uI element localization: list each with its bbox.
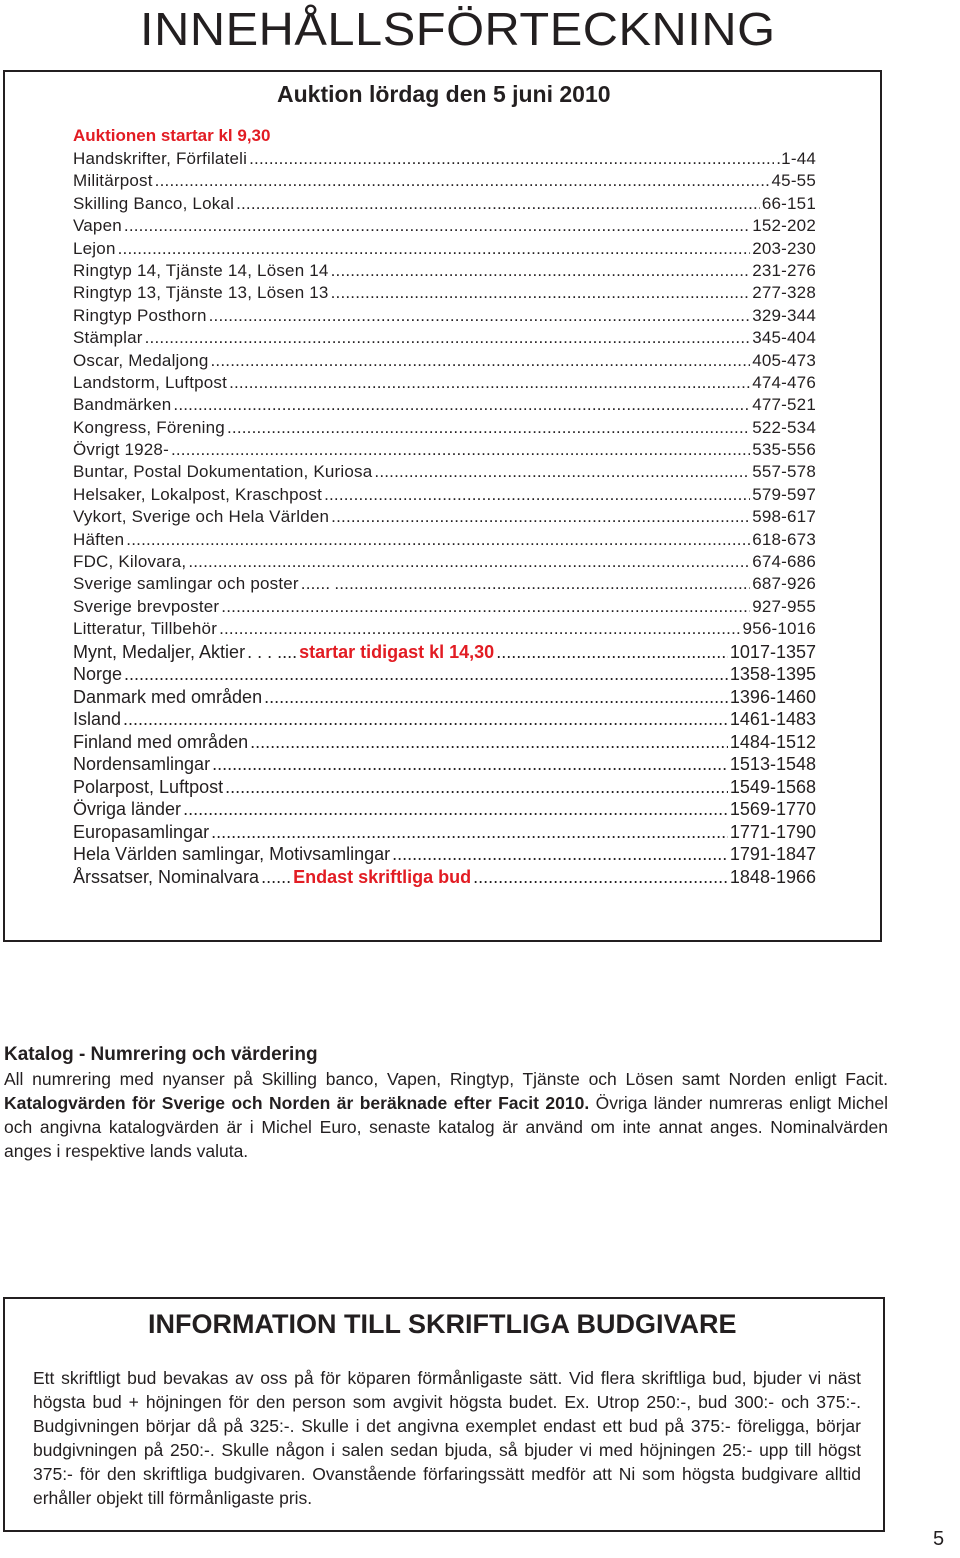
toc-entry [73, 664, 816, 687]
toc-entry-pages: 1569-1770 [729, 799, 816, 820]
toc-entry [73, 754, 816, 777]
toc-entry-label: Hela Världen samlingar, Motivsamlingar [73, 844, 391, 865]
toc-entry [73, 149, 816, 171]
toc-entry-pages: 674-686 [752, 552, 816, 572]
toc-entry [73, 373, 816, 395]
toc-entry-pages: .1-44 [776, 149, 816, 168]
toc-entry [73, 283, 816, 305]
toc-entry-label: Buntar, Postal Dokumentation, Kuriosa [73, 462, 373, 482]
toc-entry [73, 306, 816, 328]
toc-entry-label: Häften [73, 529, 125, 549]
toc-entry-pages: 579-597 [752, 484, 816, 504]
toc-entry [73, 440, 816, 462]
toc-entry-label: Ringtyp Posthorn [73, 305, 207, 325]
info-text: Ett skriftligt bud bevakas av oss på för köparen förmånligaste sätt. Vid flera skriftliga bud, bjuder vi näst högsta bud + höjningen för den person som avgivit högsta budet. Ex. Utrop 250:-, bud 300:- och 375:-. Budgivningen börjar då på 325:-. Skulle i det angivna exemplet endast ett bud på 375:- föreligga, börjar budgivningen på 250:-. Skulle någon i salen sedan bjuda, så bjuder vi med höjningen 25:- upp till högst 375:- för den skriftliga budgivaren. Ovanstående förfaringssätt medför att Ni som högsta budgivare alltid erhåller objekt till förmånligaste pris. [33, 1368, 861, 1508]
toc-entry-pages: 1461-1483 [729, 709, 816, 730]
toc-entry-label: Island [73, 709, 122, 730]
toc-entry [73, 822, 816, 845]
toc-entry-label: Handskrifter, Förfilateli [73, 149, 248, 168]
toc-entry [73, 732, 816, 755]
page-title: INNEHÅLLSFÖRTECKNING [140, 3, 776, 55]
toc-entry-label: Europasamlingar [73, 821, 210, 842]
toc-entry [73, 171, 816, 193]
toc-entry-label: Oscar, Medaljong [73, 350, 209, 370]
toc-entry-label: Militärpost [73, 171, 153, 191]
toc-entry-pages: 687-926 [752, 574, 816, 594]
auction-heading: Auktion lördag den 5 juni 2010 [277, 81, 611, 107]
toc-entry-pages: 1017-1357 [729, 641, 816, 662]
toc-entry-label: Landstorm, Luftpost [73, 372, 228, 392]
toc-entry-pages: 405-473 [752, 350, 816, 370]
toc-entry-label: Norge [73, 664, 123, 685]
toc-entry-pages: 66-151 [761, 193, 816, 213]
toc-entry [73, 597, 816, 619]
toc-entry [73, 239, 816, 261]
catalog-text-part: Övriga länder numreras enligt Michel och angivna katalogvärden är i Michel Euro, senaste katalog är använd om inte annat anges. Nominalvärden anges i respektive lands valuta. [4, 1093, 888, 1161]
toc-entry-pages: 345-404 [752, 328, 816, 348]
auction-start-note: Auktionen startar kl 9,30 [73, 126, 271, 145]
toc-entry-pages: 329-344 [752, 305, 816, 325]
toc-entry-pages: 618-673 [752, 529, 816, 549]
toc-entry-label: Mynt, Medaljer, Aktier [73, 641, 246, 662]
toc-entry [73, 777, 816, 800]
toc-entry-pages: 1484-1512 [729, 731, 816, 752]
toc-entry-label: Skilling Banco, Lokal [73, 193, 235, 213]
toc-entry-label: Årssatser, Nominalvara [73, 866, 260, 887]
toc-entry-label: Sverige samlingar och poster [73, 574, 299, 594]
catalog-text [4, 1067, 888, 1163]
toc-entry-label: Övriga länder [73, 799, 182, 820]
toc-entry [73, 462, 816, 484]
toc-entry [73, 395, 816, 417]
page-number: 5 [933, 1528, 945, 1550]
toc-entry-label: Stämplar [73, 328, 143, 348]
toc-entry-label: Lejon [73, 238, 116, 258]
toc-entry [73, 552, 816, 574]
toc-entry-pages: 231-276 [752, 260, 816, 280]
toc-entry-label: Övrigt 1928- [73, 440, 169, 460]
catalog-text-part: All numrering med nyanser på Skilling banco, Vapen, Ringtyp, Tjänste och Lösen samt Norden enligt Facit. [4, 1069, 888, 1089]
toc-entry [73, 619, 816, 641]
toc-entry-pages: 1513-1548 [729, 754, 816, 775]
toc-entry [73, 844, 816, 867]
toc-entry-pages: 277-328 [752, 283, 816, 303]
toc-entry [73, 194, 816, 216]
toc-entry-pages: 45-55 [771, 171, 816, 191]
toc-entry [73, 418, 816, 440]
toc-entry-pages: 1791-1847 [729, 844, 816, 865]
toc-entry-pages: 522-534 [752, 417, 816, 437]
toc-entry-label: Ringtyp 14, Tjänste 14, Lösen 14 [73, 260, 329, 280]
toc-entry-label: Danmark med områden [73, 686, 263, 707]
toc-entry-label: Nordensamlingar [73, 754, 211, 775]
toc-entry-pages: 535-556 [752, 440, 816, 460]
toc-entry [73, 530, 816, 552]
toc-entry-pages: 1848-1966 [729, 866, 816, 887]
toc-entry [73, 687, 816, 710]
toc-entry-label: Kongress, Förening [73, 417, 225, 437]
info-title: INFORMATION TILL SKRIFTLIGA BUDGIVARE [148, 1309, 737, 1339]
toc-entry-label: Vapen [73, 216, 122, 236]
toc-entry-label: Bandmärken [73, 395, 172, 415]
toc-entry [73, 709, 816, 732]
toc-entry-pages: 474-476 [752, 372, 816, 392]
toc-entry-label: Vykort, Sverige och Hela Världen [73, 507, 330, 527]
catalog-heading: Katalog - Numrering och värdering [4, 1044, 318, 1065]
catalog-text-bold: Katalogvärden för Sverige och Norden är beräknade efter Facit 2010. [4, 1093, 590, 1113]
toc-entry-pages: 1358-1395 [729, 664, 816, 685]
catalog-section [4, 1044, 888, 1163]
toc-entry-label: FDC, Kilovara, [73, 552, 187, 572]
toc-entry-label: Ringtyp 13, Tjänste 13, Lösen 13 [73, 283, 329, 303]
toc-entry-label: Sverige brevposter [73, 596, 220, 616]
toc-entry-pages: 203-230 [752, 238, 816, 258]
toc-entry [73, 799, 816, 822]
toc-entry-label: Polarpost, Luftpost [73, 776, 224, 797]
toc-entry-pages: 152-202 [752, 216, 816, 236]
toc-entry [73, 574, 816, 596]
toc-entry-label: Litteratur, Tillbehör [73, 619, 218, 639]
toc-entry-pages: 1771-1790 [729, 821, 816, 842]
toc-entry-pages: 598-617 [752, 507, 816, 527]
toc-entry [73, 867, 816, 890]
toc-entry-pages: 927-955 [752, 596, 816, 616]
toc-entry-note: startar tidigast kl 14,30 [299, 641, 495, 662]
toc-entry-pages: 557-578 [752, 462, 816, 482]
toc-entry-pages: 1549-1568 [729, 776, 816, 797]
toc-list [73, 149, 816, 889]
toc-entry [73, 642, 816, 665]
toc-entry [73, 485, 816, 507]
toc-entry-pages: 1396-1460 [729, 686, 816, 707]
toc-entry-pages: 477-521 [752, 395, 816, 415]
toc-entry-pages: 956-1016 [742, 619, 816, 639]
toc-entry-label: Finland med områden [73, 731, 249, 752]
toc-entry [73, 351, 816, 373]
toc-entry [73, 328, 816, 350]
toc-entry [73, 261, 816, 283]
toc-entry-note: Endast skriftliga bud [293, 866, 472, 887]
toc-entry [73, 507, 816, 529]
toc-entry-label: Helsaker, Lokalpost, Kraschpost [73, 484, 323, 504]
toc-entry [73, 216, 816, 238]
